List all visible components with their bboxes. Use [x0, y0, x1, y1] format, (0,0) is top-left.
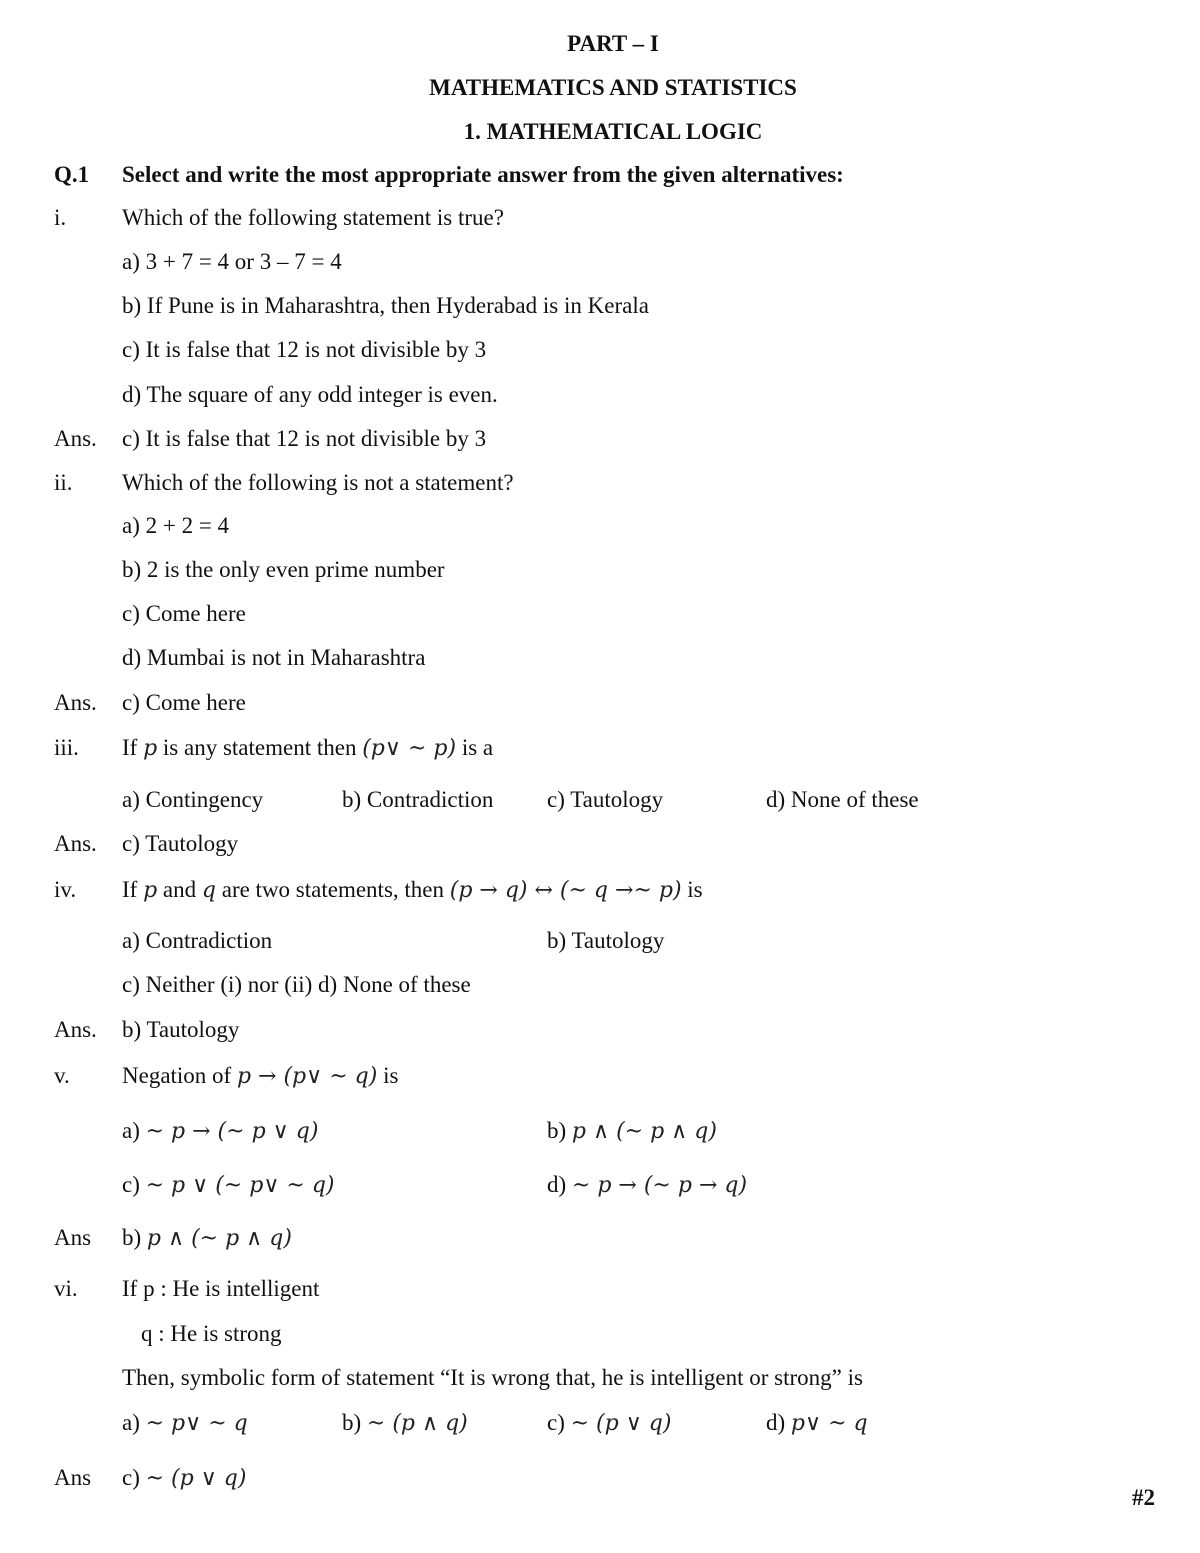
math-expression: (p → q) ↔ (~ q →~ p): [449, 878, 682, 903]
math-expression: p ∧ (~ p ∧ q): [571, 1119, 717, 1144]
option-label: b): [342, 1410, 362, 1435]
option-label: d): [766, 1410, 786, 1435]
math-expression: p∨ ~ q: [790, 1411, 868, 1436]
math-expression: ~ p∨ ~ q: [145, 1411, 248, 1436]
option-label: c): [122, 1172, 140, 1197]
answer-label: Ans.: [54, 690, 97, 715]
option-label: b): [122, 1225, 142, 1250]
page-number: #2: [1132, 1485, 1155, 1510]
answer-label: Ans.: [54, 1017, 97, 1042]
option-label: c): [547, 1410, 565, 1435]
question-number: iii.: [54, 735, 79, 760]
option-c-d: c) Neither (i) nor (ii) d) None of these: [122, 972, 471, 997]
answer-text: c) It is false that 12 is not divisible by 3: [122, 426, 487, 451]
option-label: b): [547, 1118, 567, 1143]
answer-text: [122, 1464, 246, 1493]
option-label: c): [122, 1465, 140, 1490]
question-text: [122, 876, 703, 905]
math-expression: ~ p → (~ p ∨ q): [145, 1119, 319, 1144]
answer-label: Ans.: [54, 426, 97, 451]
question-number: iv.: [54, 877, 77, 902]
math-expression: p → (p∨ ~ q): [236, 1064, 378, 1089]
answer-label: Ans: [54, 1225, 92, 1250]
math-expression: (p∨ ~ p): [362, 736, 457, 761]
math-expression: ~ p → (~ p → q): [571, 1173, 748, 1198]
question-instruction: Select and write the most appropriate answer from the given alternatives:: [122, 162, 844, 187]
question-text-part: are two statements, then: [215, 877, 450, 902]
option-b: b) 2 is the only even prime number: [122, 557, 445, 582]
option-b: [342, 1409, 468, 1438]
question-text: [122, 734, 493, 763]
option-d: d) None of these: [766, 787, 919, 812]
option-c: [547, 1409, 671, 1438]
question-text-part: and: [157, 877, 202, 902]
question-text-part: Negation of: [122, 1063, 237, 1088]
option-a: [122, 1409, 248, 1438]
question-text-part: is any statement then: [157, 735, 363, 760]
option-label: a): [122, 1410, 140, 1435]
question-text-part: If: [122, 877, 144, 902]
math-expression: ~ (p ∨ q): [145, 1466, 247, 1491]
option-label: d): [547, 1172, 567, 1197]
math-expression: ~ (p ∧ q): [366, 1411, 468, 1436]
math-variable: p: [143, 878, 158, 903]
part-heading: PART – I: [567, 31, 659, 56]
option-b: b) Tautology: [547, 928, 665, 953]
option-c: c) Tautology: [547, 787, 664, 812]
option-label: a): [122, 1118, 140, 1143]
option-d: d) Mumbai is not in Maharashtra: [122, 645, 426, 670]
question-number: i.: [54, 205, 67, 230]
question-number: vi.: [54, 1276, 78, 1301]
option-d: [766, 1409, 868, 1438]
question-text-part: is a: [456, 735, 494, 760]
option-c: c) It is false that 12 is not divisible by 3: [122, 337, 487, 362]
question-text-part: is: [377, 1063, 399, 1088]
question-label: Q.1: [54, 162, 90, 187]
answer-label: Ans.: [54, 831, 97, 856]
question-text: Which of the following statement is true?: [122, 205, 504, 230]
answer-text: c) Tautology: [122, 831, 239, 856]
option-b: [547, 1117, 717, 1146]
question-text: Then, symbolic form of statement “It is wrong that, he is intelligent or strong” is: [122, 1365, 863, 1390]
option-b: b) Contradiction: [342, 787, 494, 812]
option-c: [122, 1171, 335, 1200]
option-a: [122, 1117, 318, 1146]
question-text: [122, 1062, 398, 1091]
math-expression: ~ (p ∨ q): [570, 1411, 672, 1436]
answer-text: c) Come here: [122, 690, 246, 715]
question-text: q : He is strong: [141, 1321, 282, 1346]
chapter-heading: 1. MATHEMATICAL LOGIC: [463, 119, 763, 144]
question-number: v.: [54, 1063, 70, 1088]
question-text-part: If: [122, 735, 144, 760]
option-a: a) 3 + 7 = 4 or 3 – 7 = 4: [122, 249, 342, 274]
question-text: Which of the following is not a statement?: [122, 470, 514, 495]
math-expression: p ∧ (~ p ∧ q): [146, 1226, 292, 1251]
answer-label: Ans: [54, 1465, 92, 1490]
math-expression: ~ p ∨ (~ p∨ ~ q): [145, 1173, 335, 1198]
option-a: a) 2 + 2 = 4: [122, 513, 230, 538]
math-variable: p: [143, 736, 158, 761]
option-c: c) Come here: [122, 601, 246, 626]
answer-text: [122, 1224, 292, 1253]
option-b: b) If Pune is in Maharashtra, then Hyderabad is in Kerala: [122, 293, 649, 318]
subject-heading: MATHEMATICS AND STATISTICS: [429, 75, 797, 100]
question-text: If p : He is intelligent: [122, 1276, 320, 1301]
answer-text: b) Tautology: [122, 1017, 240, 1042]
option-d: [547, 1171, 747, 1200]
question-number: ii.: [54, 470, 73, 495]
question-text-part: is: [681, 877, 703, 902]
option-d: d) The square of any odd integer is even.: [122, 382, 498, 407]
math-variable: q: [201, 878, 216, 903]
option-a: a) Contingency: [122, 787, 264, 812]
option-a: a) Contradiction: [122, 928, 273, 953]
